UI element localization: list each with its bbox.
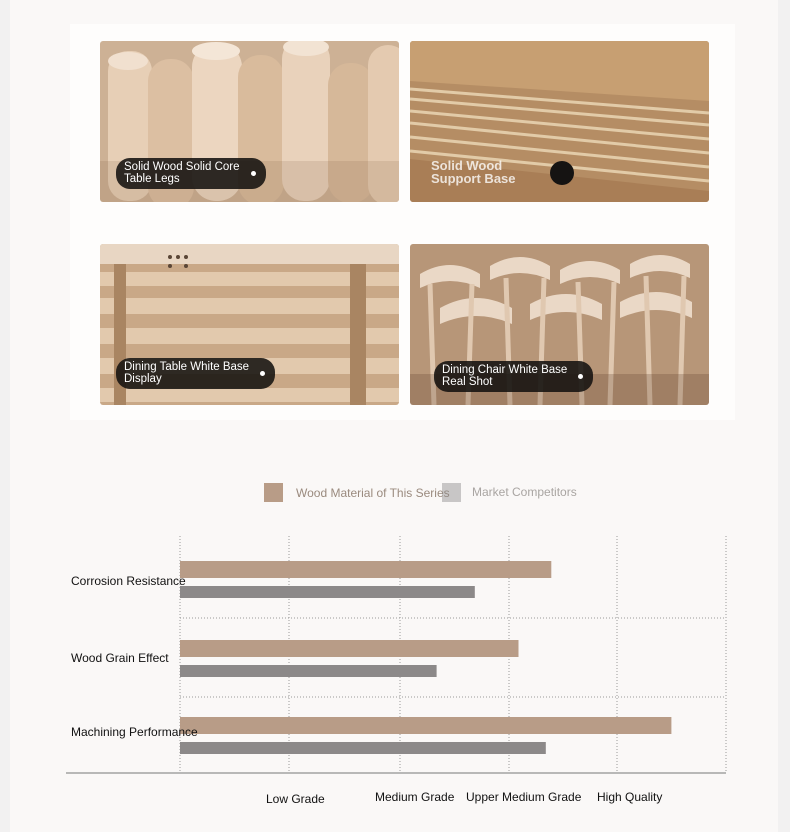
bar-market-competitors bbox=[180, 586, 475, 598]
bar-chart bbox=[10, 508, 778, 832]
tick-label-medium-grade: Medium Grade bbox=[375, 790, 455, 804]
bar-this-series bbox=[180, 717, 671, 734]
caption-line: Solid Wood Solid Core bbox=[124, 161, 240, 173]
tick-label-low-grade: Low Grade bbox=[266, 792, 325, 806]
caption-table-legs bbox=[116, 158, 266, 189]
caption-line: Table Legs bbox=[124, 172, 180, 185]
tile-support-base[interactable] bbox=[410, 41, 709, 202]
caption-dining-table-base bbox=[116, 358, 275, 389]
tile-dining-chair-base[interactable] bbox=[410, 244, 709, 405]
dot-icon bbox=[550, 161, 574, 185]
tile-table-legs[interactable] bbox=[100, 41, 399, 202]
comparison-chart bbox=[10, 508, 778, 832]
caption-line: Real Shot bbox=[442, 375, 493, 388]
category-label-corrosion: Corrosion Resistance bbox=[71, 574, 186, 588]
bar-market-competitors bbox=[180, 742, 546, 754]
caption-support-base bbox=[431, 159, 516, 185]
caption-line: Display bbox=[124, 372, 162, 385]
caption-line: Solid Wood bbox=[431, 158, 503, 173]
tick-label-high-quality: High Quality bbox=[597, 790, 663, 804]
caption-line: Dining Chair White Base bbox=[442, 364, 568, 376]
legend-label-market: Market Competitors bbox=[472, 485, 577, 499]
legend-swatch-this-series bbox=[264, 483, 283, 502]
bottom-panel bbox=[0, 508, 790, 832]
category-label-wood-grain: Wood Grain Effect bbox=[71, 651, 169, 665]
dot-icon bbox=[260, 371, 265, 376]
bar-market-competitors bbox=[180, 665, 437, 677]
top-panel bbox=[10, 0, 778, 508]
category-label-machining: Machining Performance bbox=[71, 725, 198, 739]
caption-line: Dining Table White Base bbox=[124, 361, 250, 373]
tile-dining-table-base[interactable] bbox=[100, 244, 399, 405]
dot-icon bbox=[251, 171, 256, 176]
caption-dining-chair-base bbox=[434, 361, 593, 392]
tick-label-upper-medium-grade: Upper Medium Grade bbox=[466, 790, 582, 804]
legend-swatch-market bbox=[442, 483, 461, 502]
dot-icon bbox=[578, 374, 583, 379]
image-gallery bbox=[70, 24, 735, 420]
bar-this-series bbox=[180, 561, 551, 578]
bar-this-series bbox=[180, 640, 519, 657]
legend-label-this-series: Wood Material of This Series bbox=[296, 486, 450, 500]
caption-line: Support Base bbox=[431, 171, 516, 186]
